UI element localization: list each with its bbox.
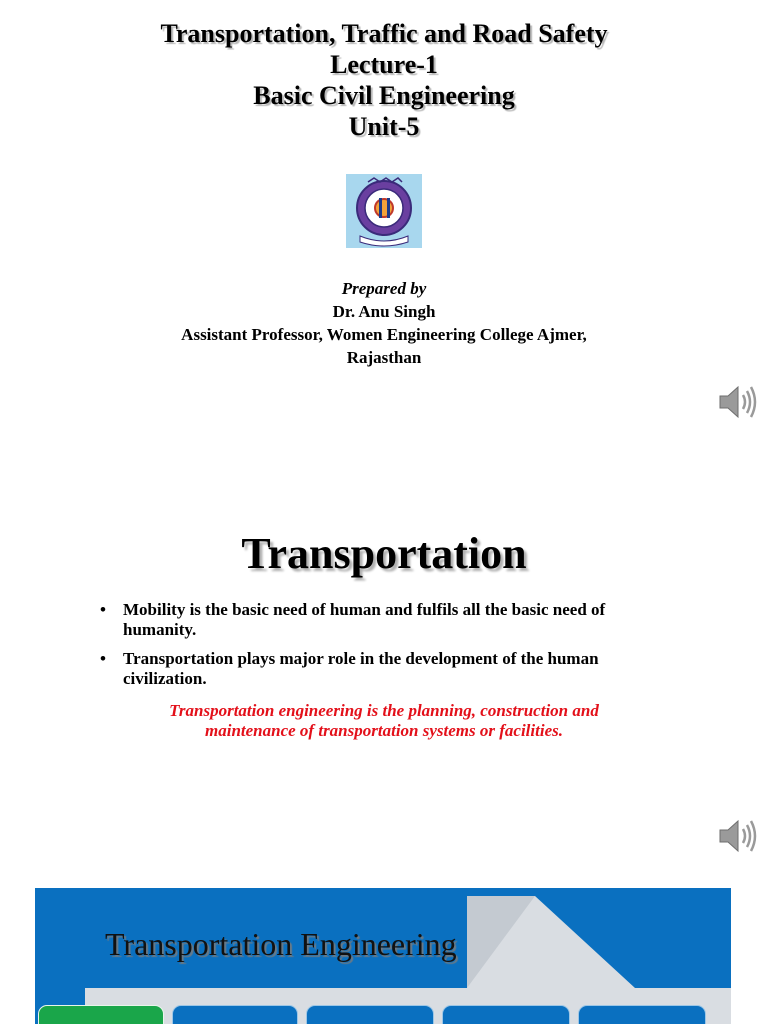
- slide-title: [0, 18, 768, 142]
- slide-heading: Transportation Engineering: [105, 926, 457, 962]
- author-name: Dr. Anu Singh: [332, 302, 436, 321]
- category-tab[interactable]: [578, 1005, 706, 1024]
- author-location: Rajasthan: [346, 348, 422, 367]
- title-slide: [0, 0, 768, 440]
- college-logo: [346, 174, 422, 248]
- author-designation: Assistant Professor, Women Engineering College Ajmer,: [181, 325, 587, 344]
- college-seal-icon: [346, 174, 422, 248]
- author-block: [0, 277, 768, 369]
- speaker-icon: [716, 382, 760, 422]
- bullet-list: [100, 600, 680, 698]
- category-tab[interactable]: [172, 1005, 298, 1024]
- prepared-by-label: Prepared by: [341, 279, 427, 298]
- audio-button[interactable]: [716, 382, 760, 422]
- bullet-item: • Transportation plays major role in the development of the human civilization.: [100, 649, 680, 689]
- speaker-icon: [716, 816, 760, 856]
- category-tab[interactable]: [38, 1005, 164, 1024]
- transportation-slide: [0, 500, 768, 870]
- transportation-engineering-slide: [35, 888, 731, 1024]
- title-line-4: Unit-5: [348, 112, 420, 141]
- audio-button[interactable]: [716, 816, 760, 856]
- definition-text: Transportation engineering is the planning, construction and maintenance of transportation systems or facilities.: [169, 701, 599, 740]
- category-tab[interactable]: [306, 1005, 434, 1024]
- title-line-3: Basic Civil Engineering: [253, 81, 515, 110]
- bullet-item: • Mobility is the basic need of human and fulfils all the basic need of humanity.: [100, 600, 680, 640]
- title-line-1: Transportation, Traffic and Road Safety: [160, 19, 608, 48]
- title-line-2: Lecture-1: [330, 50, 438, 79]
- slide-heading: Transportation: [241, 529, 527, 578]
- category-tab[interactable]: [442, 1005, 570, 1024]
